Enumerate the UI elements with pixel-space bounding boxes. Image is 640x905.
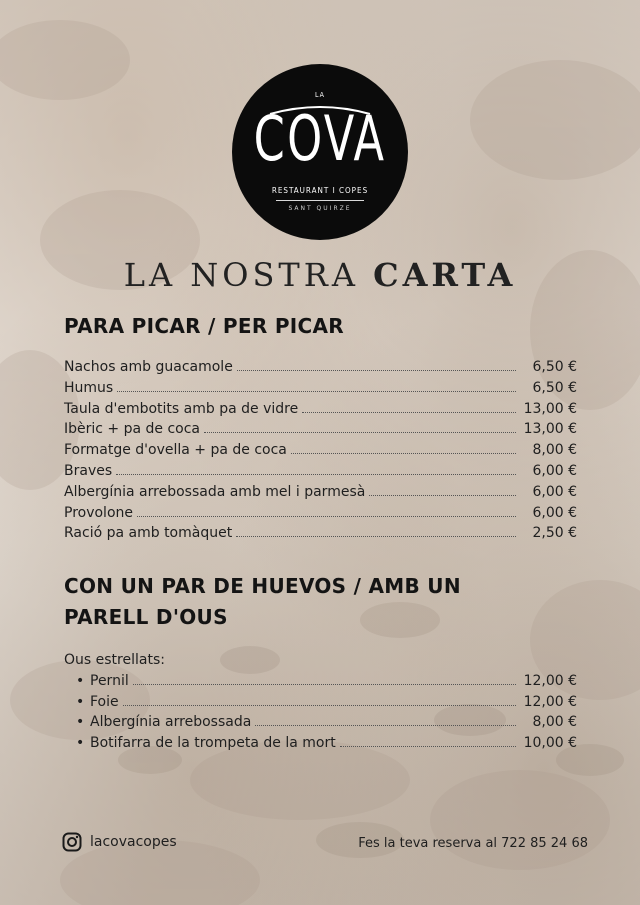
dot-leader — [237, 370, 516, 371]
ous-intro: Ous estrellats: — [64, 652, 165, 668]
dot-leader — [204, 432, 516, 433]
menu-item — [64, 442, 577, 462]
bullet-icon: • — [76, 734, 85, 751]
instagram-icon — [62, 832, 82, 852]
logo-name: COVA — [253, 102, 387, 175]
logo-subtitle: RESTAURANT I COPES — [271, 186, 369, 195]
instagram-label: lacovacopes — [90, 834, 177, 850]
menu-item — [64, 525, 577, 545]
menu-item — [76, 714, 577, 734]
menu-item — [64, 421, 577, 441]
dot-leader — [137, 516, 516, 517]
menu-item-price: 13,00 € — [523, 421, 577, 438]
section-title-picar: PARA PICAR / PER PICAR — [64, 314, 344, 338]
dot-leader — [133, 684, 516, 685]
menu-item-name: Taula d'embotits amb pa de vidre — [64, 400, 299, 417]
dot-leader — [291, 453, 516, 454]
dot-leader — [340, 746, 516, 747]
instagram-handle[interactable] — [62, 832, 177, 852]
dot-leader — [117, 391, 516, 392]
section-title-ous-line1: CON UN PAR DE HUEVOS / AMB UN — [64, 574, 461, 598]
page-title — [0, 256, 640, 294]
menu-item-price: 2,50 € — [532, 525, 577, 542]
dot-leader — [255, 725, 516, 726]
menu-item — [64, 505, 577, 525]
menu-item-name: Braves — [64, 463, 113, 479]
bullet-icon: • — [76, 714, 85, 730]
menu-item-name: Botifarra de la trompeta de la mort — [90, 734, 336, 751]
dot-leader — [302, 412, 516, 413]
menu-item-price: 6,00 € — [532, 463, 577, 479]
menu-item-name: Humus — [64, 379, 114, 396]
section-title-ous-line2: PARELL D'OUS — [64, 605, 228, 629]
menu-item-price: 12,00 € — [523, 693, 577, 710]
menu-item-price: 6,50 € — [532, 359, 577, 375]
menu-item-name: Albergínia arrebossada — [90, 714, 252, 730]
restaurant-logo — [232, 64, 408, 240]
title-light: LA NOSTRA — [123, 256, 359, 294]
menu-item — [76, 673, 577, 693]
menu-item-price: 8,00 € — [532, 714, 577, 730]
menu-item-name: Ració pa amb tomàquet — [64, 525, 233, 542]
menu-item-name: Albergínia arrebossada amb mel i parmesà — [64, 483, 366, 500]
menu-item-price: 6,00 € — [532, 504, 577, 521]
menu-item-price: 8,00 € — [532, 442, 577, 459]
menu-item-name: Provolone — [64, 504, 134, 521]
dot-leader — [369, 495, 516, 496]
menu-item — [64, 380, 577, 400]
menu-item — [64, 484, 577, 504]
menu-item-price: 12,00 € — [523, 673, 577, 689]
bullet-icon: • — [76, 693, 85, 710]
bullet-icon: • — [76, 673, 85, 689]
menu-item-price: 6,00 € — [532, 483, 577, 500]
dot-leader — [123, 705, 516, 706]
menu-item — [76, 735, 577, 755]
logo-divider — [276, 200, 364, 201]
menu-item-name: Formatge d'ovella + pa de coca — [64, 442, 287, 459]
logo-top-text: LA — [315, 91, 325, 99]
menu-item-name: Pernil — [90, 673, 129, 689]
title-bold: CARTA — [373, 256, 517, 294]
menu-item — [64, 359, 577, 379]
reservation-text: Fes la teva reserva al 722 85 24 68 — [358, 836, 588, 851]
menu-item-name: Foie — [90, 693, 119, 710]
menu-item — [64, 463, 577, 483]
dot-leader — [116, 474, 516, 475]
logo-place: SANT QUIRZE — [288, 205, 352, 212]
menu-item-price: 6,50 € — [532, 379, 577, 396]
menu-item-name: Nachos amb guacamole — [64, 359, 233, 375]
menu-item — [64, 401, 577, 421]
dot-leader — [236, 536, 516, 537]
menu-item-price: 13,00 € — [523, 400, 577, 417]
menu-item — [76, 694, 577, 714]
menu-item-price: 10,00 € — [523, 734, 577, 751]
menu-item-name: Ibèric + pa de coca — [64, 421, 201, 438]
